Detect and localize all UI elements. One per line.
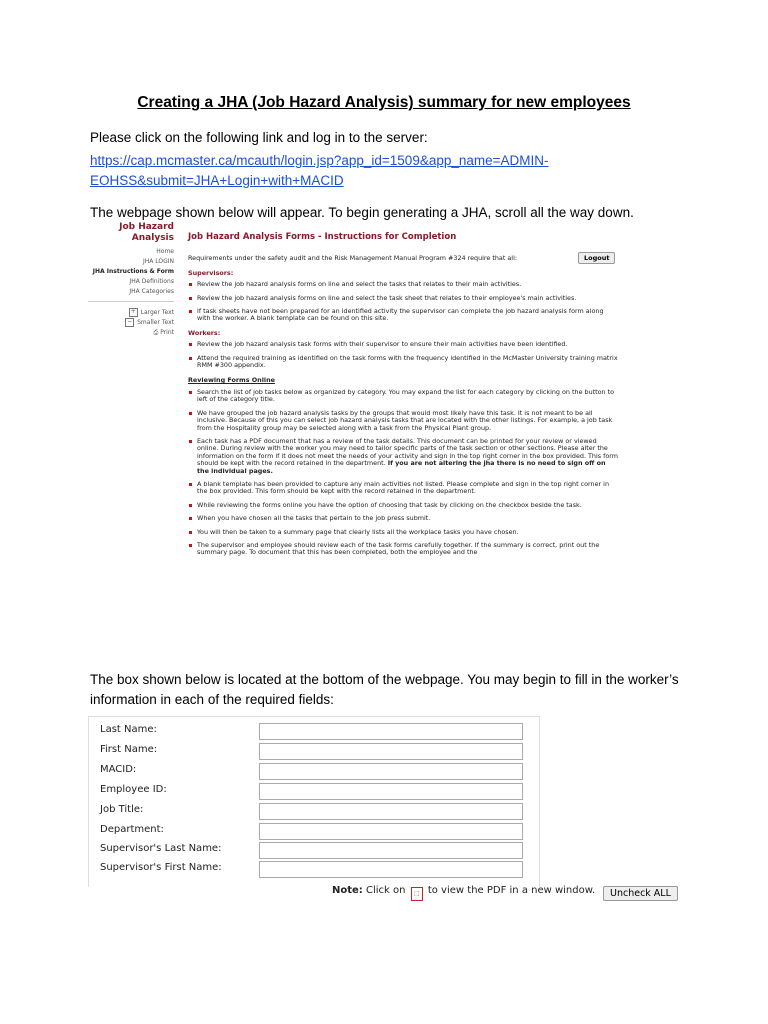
nav-jha-login[interactable]: JHA LOGIN: [142, 258, 174, 265]
last-name-label: Last Name:: [100, 724, 157, 735]
print-button[interactable]: [88, 328, 174, 338]
list-item: You will then be taken to a summary page that clearly lists all the workplace tasks you have chosen.: [188, 529, 618, 536]
reviewing-list: [188, 389, 618, 557]
list-item: Search the list of job tasks below as organized by category. You may expand the list for each category by clicking on the button to left of the category title.: [188, 389, 618, 404]
department-input[interactable]: [259, 823, 523, 840]
nav-jha-instructions[interactable]: JHA Instructions & Form: [92, 268, 174, 275]
form-row-macid: [100, 763, 530, 780]
requirements-text: Requirements under the safety audit and the Risk Management Manual Program #324 require that all:: [188, 254, 518, 263]
supervisor-first-name-label: Supervisor's First Name:: [100, 862, 222, 873]
department-label: Department:: [100, 824, 164, 835]
form-row-employee-id: [100, 783, 530, 800]
uncheck-all-button[interactable]: Uncheck ALL: [603, 886, 678, 901]
supervisor-last-name-input[interactable]: [259, 842, 523, 859]
nav-jha-categories[interactable]: JHA Categories: [129, 288, 174, 295]
macid-input[interactable]: [259, 763, 523, 780]
instruction-text: The webpage shown below will appear. To begin generating a JHA, scroll all the way down.: [90, 205, 634, 220]
supervisors-title: Supervisors:: [188, 268, 234, 277]
workers-title: Workers:: [188, 328, 221, 337]
list-item: Review the job hazard analysis forms on line and select the task sheet that relates to their employee's main activities.: [188, 295, 618, 302]
form-instruction-line2: information in each of the required fields:: [90, 692, 334, 707]
job-title-label: Job Title:: [100, 804, 144, 815]
list-item-text: Each task has a PDF document that has a review of the task details. This document can be printed for your review or viewed online. During review with the worker you may need to tailor specific parts of the task section or other sections. Please alter the information on the form if it does not meet the needs of your activity and sign in the top right corner in the box provided. This form should be kept with the record retained in the department.: [197, 436, 619, 468]
form-row-supervisor-first-name: [100, 861, 530, 878]
list-item: When you have chosen all the tasks that pertain to the job press submit.: [188, 515, 618, 522]
webpage-sidebar: [88, 222, 174, 338]
larger-text-button[interactable]: [88, 308, 174, 318]
brand-line1: Job Hazard: [119, 222, 174, 232]
first-name-label: First Name:: [100, 744, 158, 755]
form-instruction-line1: The box shown below is located at the bottom of the webpage. You may begin to fill in the worker’s: [90, 672, 679, 687]
logout-button[interactable]: Logout: [578, 252, 615, 264]
worker-form: [88, 716, 540, 887]
form-row-first-name: [100, 743, 530, 760]
note-text-pre: Click on: [366, 885, 406, 896]
nav-jha-definitions[interactable]: JHA Definitions: [129, 278, 174, 285]
login-link-line1[interactable]: https://cap.mcmaster.ca/mcauth/login.jsp?app_id=1509&app_name=ADMIN-: [90, 153, 549, 168]
job-title-input[interactable]: [259, 803, 523, 820]
list-item-bold-text: If you are not altering the jha there is no need to sign off on the individual pages.: [197, 459, 606, 475]
list-item: Review the job hazard analysis forms on line and select the tasks that relates to their main activities.: [188, 281, 618, 288]
form-row-job-title: [100, 803, 530, 820]
supervisor-first-name-input[interactable]: [259, 861, 523, 878]
list-item: While reviewing the forms online you have the option of choosing that task by clicking on the checkbox beside the task.: [188, 502, 618, 509]
reviewing-title: Reviewing Forms Online: [188, 376, 275, 385]
sidebar-divider: [88, 301, 174, 302]
list-item: Review the job hazard analysis task forms with their supervisor to ensure their main activities have been identified.: [188, 341, 618, 348]
nav-home[interactable]: Home: [156, 248, 174, 255]
smaller-text-button[interactable]: [88, 318, 174, 328]
note-text-post: to view the PDF in a new window.: [427, 885, 596, 896]
list-item: We have grouped the job hazard analysis tasks by the groups that would most likely have this task. It is not meant to be all inclusive. Because of this you can select job hazard analysis tasks that are located with the other listings. For example, a job task from the Hospitality group may be selected along with a task from the Physical Plant group.: [188, 410, 618, 432]
webpage-screenshot: [88, 222, 628, 666]
sidebar-nav: [88, 248, 174, 296]
list-item: If task sheets have not been prepared for an identified activity the supervisor can complete the job hazard analysis form along with the worker. A blank template can be found on this site.: [188, 308, 618, 323]
pdf-icon: ⬚: [411, 887, 423, 901]
print-label: Print: [160, 329, 174, 336]
list-item: The supervisor and employee should review each of the task forms carefully together. If the summary is correct, print out the summary page. To document that this has been completed, both the employee and the: [188, 542, 618, 557]
brand-line2: Analysis: [131, 233, 174, 243]
list-item: A blank template has been provided to capture any main activities not listed. Please complete and sign in the top right corner in the box provided. This form should be kept with the record retained in the department.: [188, 481, 618, 496]
form-row-department: [100, 823, 530, 840]
webpage-heading: Job Hazard Analysis Forms - Instructions for Completion: [188, 232, 457, 242]
workers-list: [188, 341, 618, 369]
note-label: Note:: [332, 885, 363, 896]
smaller-text-label: Smaller Text: [137, 319, 174, 326]
document-title: Creating a JHA (Job Hazard Analysis) summary for new employees: [137, 94, 631, 111]
supervisors-list: [188, 281, 618, 323]
last-name-input[interactable]: [259, 723, 523, 740]
printer-icon: ⎙: [153, 329, 161, 336]
list-item: Attend the required training as identified on the task forms with the frequency identified in the McMaster University training matrix RMM #300 appendix.: [188, 355, 618, 370]
pdf-note: [332, 885, 595, 901]
form-row-supervisor-last-name: [100, 842, 530, 859]
plus-icon: +: [130, 308, 136, 315]
webpage-main: [188, 222, 618, 563]
supervisor-last-name-label: Supervisor's Last Name:: [100, 843, 222, 854]
employee-id-input[interactable]: [259, 783, 523, 800]
site-brand: [88, 222, 174, 244]
employee-id-label: Employee ID:: [100, 784, 167, 795]
intro-text: Please click on the following link and log in to the server:: [90, 130, 428, 145]
larger-text-label: Larger Text: [140, 309, 174, 316]
form-row-last-name: [100, 723, 530, 740]
macid-label: MACID:: [100, 764, 137, 775]
list-item: [188, 438, 618, 475]
first-name-input[interactable]: [259, 743, 523, 760]
minus-icon: −: [127, 318, 133, 325]
login-link-line2[interactable]: EOHSS&submit=JHA+Login+with+MACID: [90, 173, 344, 188]
